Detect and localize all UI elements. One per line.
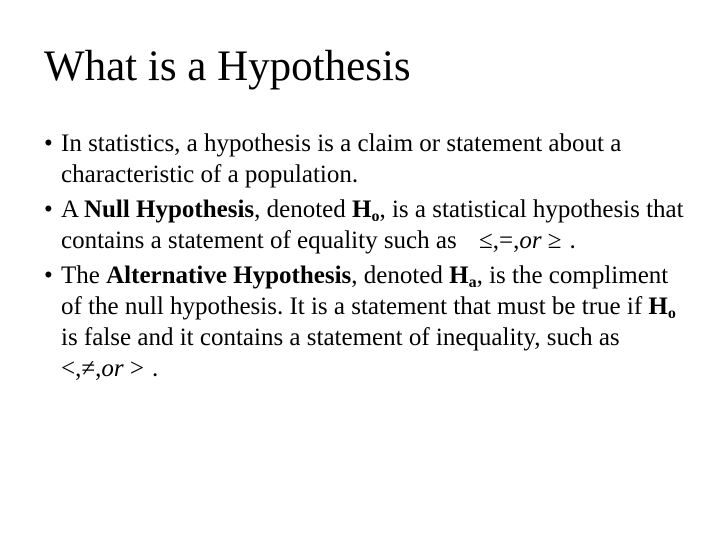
or-word: or [519,227,542,254]
inequality-symbols: <,≠,or > . [61,355,159,382]
symbol-subscript: o [667,305,676,322]
slide-title: What is a Hypothesis [44,43,411,90]
bullet-text-part: is false and it contains a statement of inequality, such as [61,324,620,351]
null-hypothesis-symbol [352,196,379,223]
symbol-subscript: a [468,274,477,291]
bullet-text-part: , denoted [351,262,450,289]
less-equal-symbol: ≤ [478,227,493,254]
bullet-text-part: The [61,262,107,289]
bullet-dot-icon: • [44,262,53,289]
symbol-letter: H [648,293,668,320]
less-than-symbol: < [61,355,76,382]
null-hypothesis-term: Null Hypothesis [83,196,255,223]
bullet-list [44,128,694,388]
symbol-letter: H [449,262,469,289]
greater-than-symbol: > [129,355,144,382]
symbol-letter: H [352,196,372,223]
bullet-text-part: , is the compliment of the null hypothesis. It is a statement that must be true if [61,262,669,320]
sentence-end: . [569,227,576,254]
not-equal-symbol: ≠ [81,355,96,382]
bullet-text-part: , denoted [254,196,353,223]
bullet-dot-icon: • [44,130,53,157]
null-hypothesis-symbol [648,293,675,320]
or-word: or [101,355,124,382]
bullet-text-part: , is a statistical hypothesis that contains a statement of equality such as [61,196,684,254]
bullet-text-part: A [61,196,84,223]
alternative-hypothesis-term: Alternative Hypothesis [106,262,352,289]
bullet-hypothesis-definition [44,128,694,190]
equality-symbols: ≤,=,or ≥ . [478,227,576,254]
bullet-null-hypothesis [44,194,694,256]
bullet-alternative-hypothesis [44,260,694,384]
equal-symbol: = [498,227,514,254]
sentence-end: . [151,355,159,382]
symbol-subscript: o [371,208,380,225]
bullet-dot-icon: • [44,196,53,223]
bullet-text: In statistics, a hypothesis is a claim or statement about a characteristic of a population. [61,130,622,188]
greater-equal-symbol: ≥ [547,227,562,254]
alternative-hypothesis-symbol [449,262,476,289]
